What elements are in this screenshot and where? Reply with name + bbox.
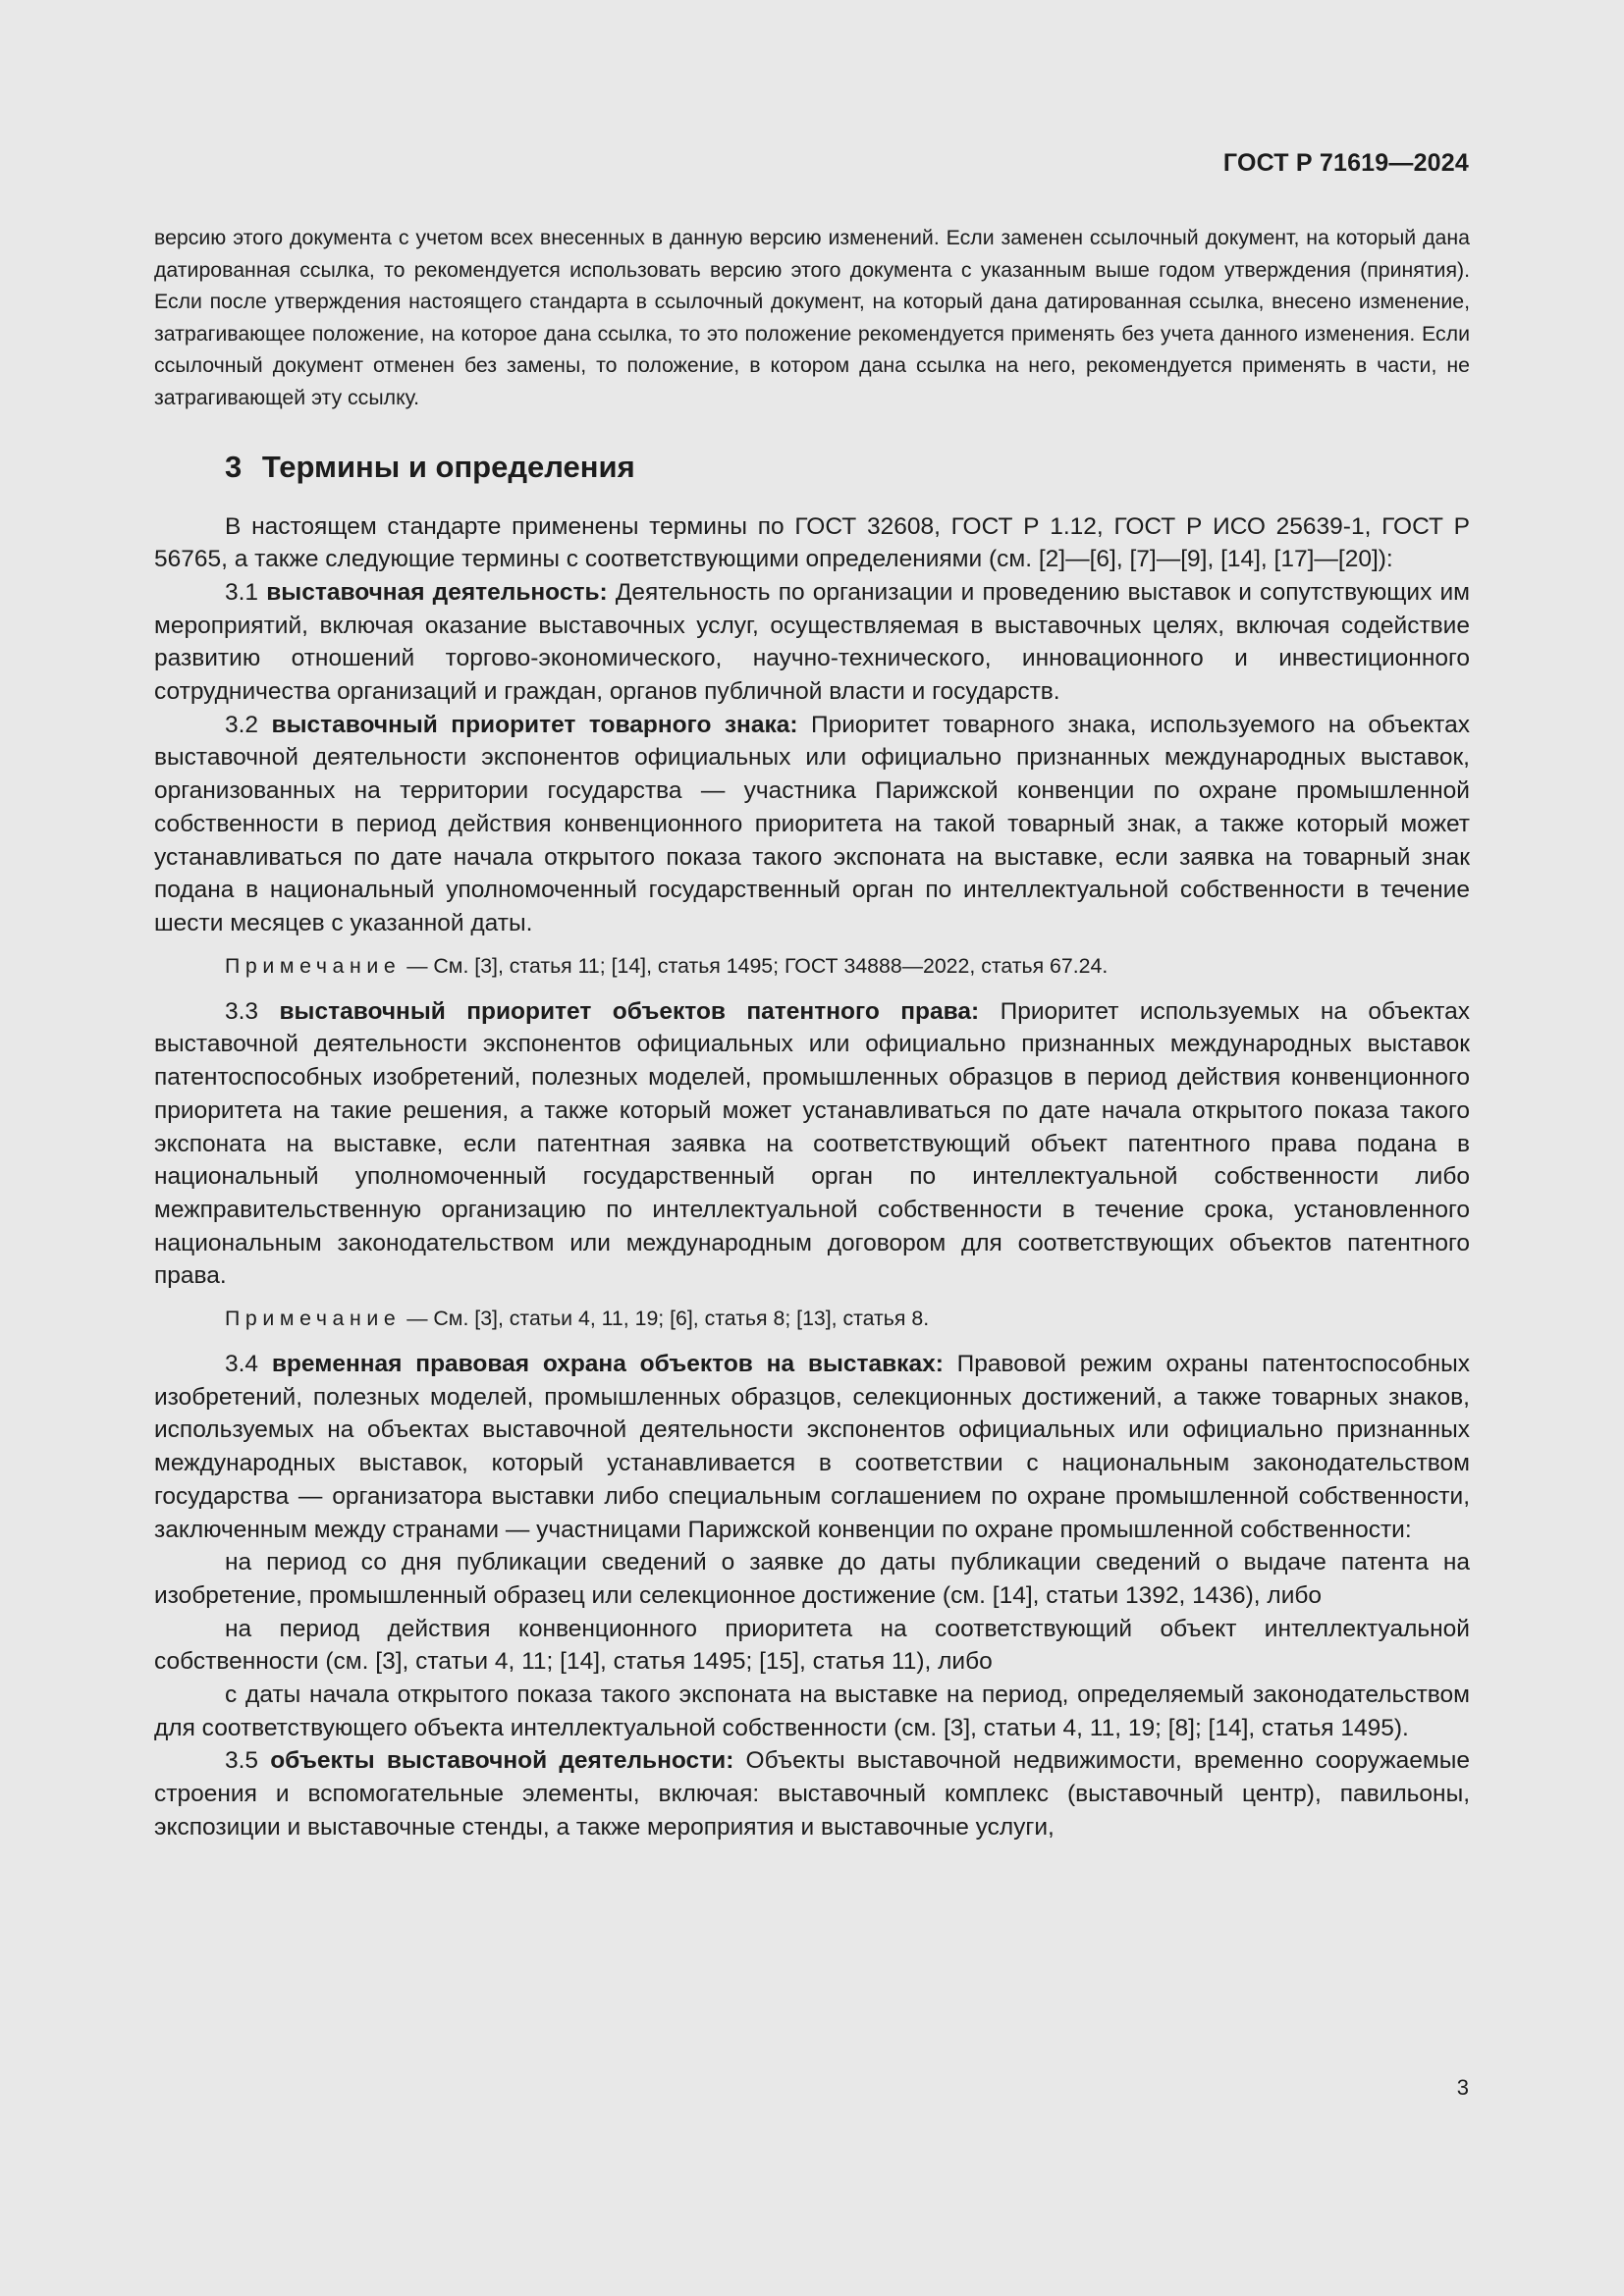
note-text: — См. [3], статьи 4, 11, 19; [6], статья 8; [13], статья 8.	[406, 1307, 930, 1331]
term-name: временная правовая охрана объектов на выставках:	[271, 1351, 944, 1378]
term-entry-3-4	[154, 1348, 1470, 1546]
term-name: объекты выставочной деятельности:	[270, 1747, 734, 1775]
term-number: 3.1	[225, 578, 259, 606]
section-body	[154, 510, 1470, 1844]
term-3-4-item: на период со дня публикации сведений о заявке до даты публикации сведений о выдаче патента на изобретение, промышленный образец или селекционное достижение (см. [14], статьи 1392, 1436), либо	[154, 1549, 1470, 1609]
term-3-4-item: на период действия конвенционного приоритета на соответствующий объект интеллектуальной собственности (см. [3], статьи 4, 11; [14], статья 1495; [15], статья 11), либо	[154, 1615, 1470, 1676]
term-number: 3.4	[225, 1351, 259, 1378]
term-number: 3.5	[225, 1747, 259, 1775]
term-entry-3-3	[154, 995, 1470, 1293]
term-note-3-3	[154, 1303, 1470, 1335]
term-number: 3.3	[225, 997, 259, 1025]
page-number: 3	[1456, 2075, 1469, 2100]
section-title: Термины и определения	[261, 449, 635, 484]
term-definition: Приоритет товарного знака, используемого на объектах выставочной деятельности экспонентов официальных или официально признанных международных выставок, организованных на территории государства — участника Парижской конвенции по охране промышленной собственности в период действия конвенционного приоритета на такой товарный знак, а также который может устанавливаться по дате начала открытого показа такого экспоната на выставке, если заявка на товарный знак подана в национальный уполномоченный государственный орган по интеллектуальной собственности в течение шести месяцев с указанной даты.	[154, 711, 1471, 936]
term-definition: Деятельность по организации и проведению выставок и сопутствующих им мероприятий, включая оказание выставочных услуг, осуществляемая в выставочных целях, включая содействие развитию отношений торгово-экономического, научно-технического, инновационного и инвестиционного сотрудничества организаций и граждан, органов публичной власти и государств.	[154, 578, 1471, 706]
term-number: 3.2	[225, 711, 259, 738]
term-note-3-2	[154, 950, 1470, 983]
section-heading	[225, 440, 1470, 495]
standard-header: ГОСТ Р 71619—2024	[1222, 149, 1469, 177]
note-text: — См. [3], статья 11; [14], статья 1495; ГОСТ 34888—2022, статья 67.24.	[406, 953, 1109, 978]
term-entry-3-1	[154, 576, 1470, 709]
term-entry-3-2	[154, 709, 1470, 940]
term-name: выставочная деятельность:	[266, 578, 608, 606]
note-label: Примечание	[225, 1307, 402, 1331]
term-3-4-item: с даты начала открытого показа такого экспоната на выставке на период, определяемый законодательством для соответствующего объекта интеллектуальной собственности (см. [3], статьи 4, 11, 19; [8]; [14], статья 1495).	[154, 1682, 1470, 1741]
term-definition: Объекты выставочной недвижимости, временно сооружаемые строения и вспомогательные элементы, включая: выставочный комплекс (выставочный центр), павильоны, экспозиции и выставочные стенды, а также мероприятия и выставочные услуги,	[154, 1747, 1470, 1841]
note-label: Примечание	[225, 953, 402, 978]
term-name: выставочный приоритет объектов патентного права:	[279, 997, 980, 1025]
term-entry-3-5	[154, 1744, 1470, 1843]
section-lead: В настоящем стандарте применены термины по ГОСТ 32608, ГОСТ Р 1.12, ГОСТ Р ИСО 25639-1, ГОСТ Р 56765, а также следующие термины с соответствующими определениями (см. [2]—[6], [7]—[9], [14], [17]—[20]):	[154, 512, 1470, 573]
section-number: 3	[225, 449, 243, 484]
term-name: выставочный приоритет товарного знака:	[271, 711, 798, 738]
term-definition: Правовой режим охраны патентоспособных изобретений, полезных моделей, промышленных образцов, селекционных достижений, а также товарных знаков, используемых на объектах выставочной деятельности экспонентов официальных или официально признанных международных выставок, который устанавливается в соответствии с национальным законодательством государства — организатора выставки либо специальным соглашением по охране промышленной собственности, заключенным между странами — участницами Парижской конвенции по охране промышленной собственности:	[154, 1351, 1470, 1543]
intro-paragraph: версию этого документа с учетом всех внесенных в данную версию изменений. Если заменен ссылочный документ, на который дана датированная ссылка, то рекомендуется использовать версию этого документа с указанным выше годом утверждения (принятия). Если после утверждения настоящего стандарта в ссылочный документ, на который дана датированная ссылка, внесено изменение, затрагивающее положение, на которое дана ссылка, то это положение рекомендуется применять без учета данного изменения. Если ссылочный документ отменен без замены, то положение, в котором дана ссылка на него, рекомендуется применять в части, не затрагивающей эту ссылку.	[154, 226, 1470, 409]
term-definition: Приоритет используемых на объектах выставочной деятельности экспонентов официальных или официально признанных международных выставок патентоспособных изобретений, полезных моделей, промышленных образцов в период действия конвенционного приоритета на такие решения, а также который может устанавливаться по дате начала открытого показа такого экспоната на выставке, если патентная заявка на соответствующий объект патентного права подана в национальный уполномоченный государственный орган по интеллектуальной собственности либо межправительственную организацию по интеллектуальной собственности в течение срока, установленного национальным законодательством или международным договором для соответствующих объектов патентного права.	[154, 997, 1471, 1290]
page-content	[154, 222, 1470, 1844]
